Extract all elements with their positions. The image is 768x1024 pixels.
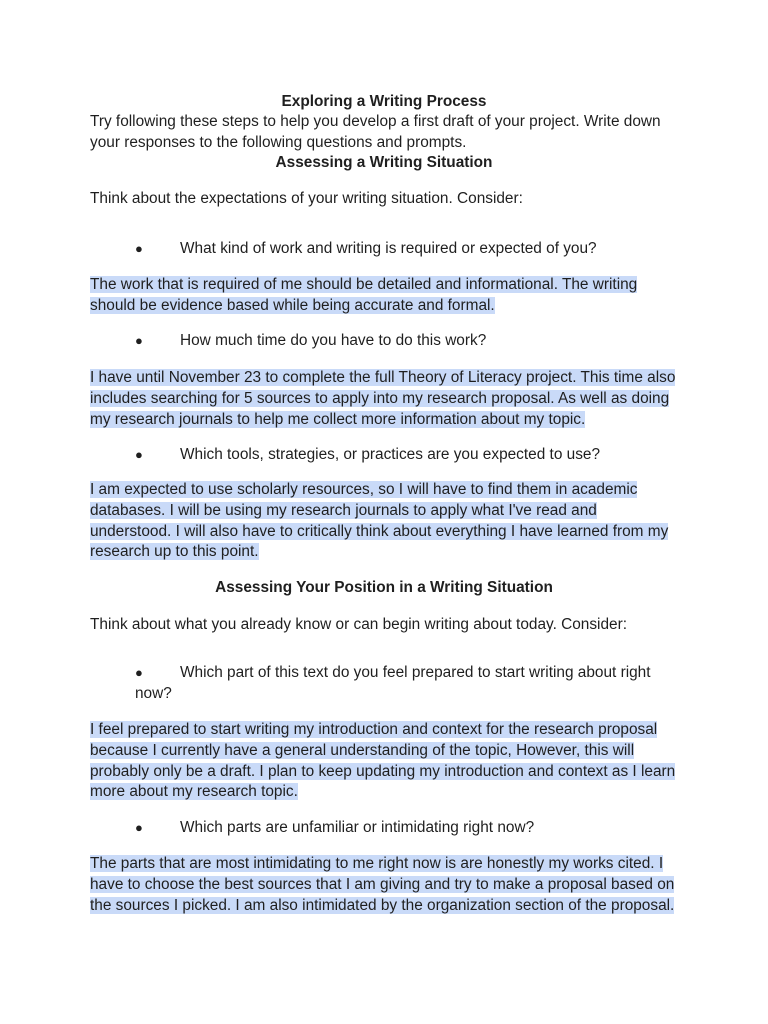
answer-paragraph [90, 275, 680, 317]
bullet-icon: ● [135, 241, 143, 256]
bullet-icon: ● [135, 820, 143, 835]
bullet-icon: ● [135, 665, 143, 680]
bullet-icon: ● [135, 447, 143, 462]
question-text: Which parts are unfamiliar or intimidating right now? [180, 819, 535, 836]
list-item [135, 818, 675, 839]
highlighted-answer: The parts that are most intimidating to me right now is are honestly my works cited. I have to choose the best sources that I am giving and try to make a proposal based on the sources I picked. I am also intimidated by the organization section of the proposal. [90, 855, 675, 914]
highlighted-answer: The work that is required of me should be detailed and informational. The writing should be evidence based while being accurate and formal. [90, 276, 638, 314]
document-title: Exploring a Writing Process [281, 93, 487, 110]
section2-lead: Think about what you already know or can begin writing about today. Consider: [90, 616, 627, 633]
answer-paragraph [90, 368, 680, 430]
list-item [135, 331, 675, 352]
highlighted-answer: I have until November 23 to complete the full Theory of Literacy project. This time also includes searching for 5 sources to apply into my research proposal. As well as doing my research journals to help me collect more information about my topic. [90, 369, 676, 428]
answer-paragraph [90, 480, 680, 563]
list-item [135, 663, 675, 705]
bullet-icon: ● [135, 333, 143, 348]
answer-paragraph [90, 854, 680, 916]
question-text-line2: now? [135, 684, 172, 702]
question-text: What kind of work and writing is required or expected of you? [180, 240, 597, 257]
intro-paragraph: Try following these steps to help you develop a first draft of your project. Write down your responses to the following questions and prompts. [90, 113, 661, 151]
answer-paragraph [90, 720, 680, 803]
question-text-line1: Which part of this text do you feel prepared to start writing about right [180, 664, 651, 681]
section-heading-writing-situation: Assessing a Writing Situation [275, 154, 493, 171]
list-item [135, 445, 675, 466]
section1-lead: Think about the expectations of your writing situation. Consider: [90, 190, 523, 207]
section-heading-position: Assessing Your Position in a Writing Situation [215, 579, 553, 596]
highlighted-answer: I feel prepared to start writing my introduction and context for the research proposal because I currently have a general understanding of the topic, However, this will probably only be a draft. I plan to keep updating my introduction and context as I learn more about my research topic. [90, 721, 676, 801]
list-item [135, 239, 675, 260]
highlighted-answer: I am expected to use scholarly resources, so I will have to find them in academic databases. I will be using my research journals to apply what I've read and understood. I will also have to critically think about everything I have learned from my research up to this point. [90, 481, 669, 561]
question-text: Which tools, strategies, or practices are you expected to use? [180, 446, 601, 463]
question-text: How much time do you have to do this work? [180, 332, 487, 349]
